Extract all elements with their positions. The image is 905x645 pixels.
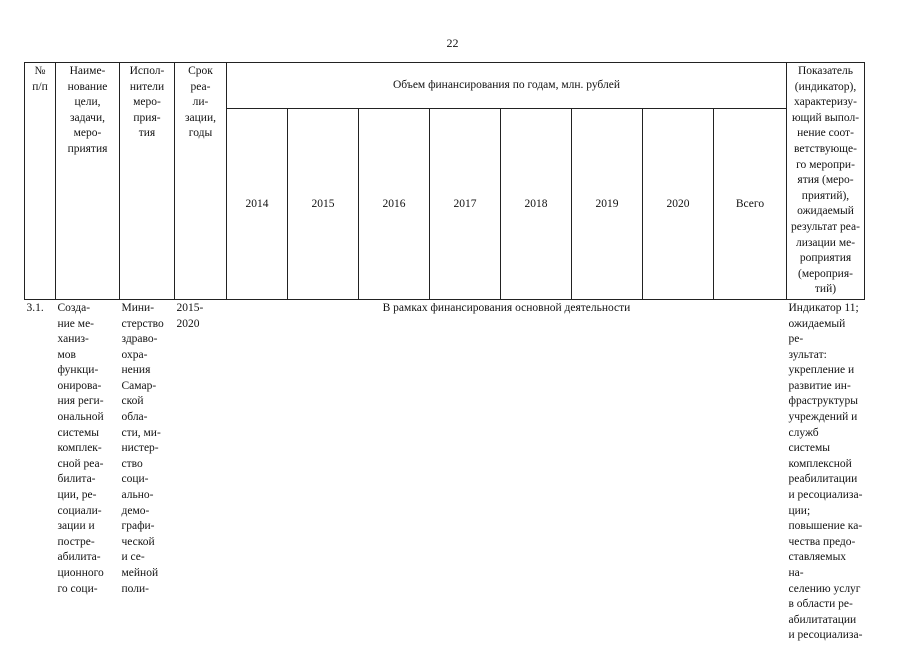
row-name: Созда- ние ме- ханиз- мов функци- онирова- ния реги- ональной системы комплек- сной реа- билита- ции, ре- социали- зации и постре- абилита- ционного го соци- bbox=[57, 301, 104, 595]
row-funding-note: В рамках финансирования основной деятельности bbox=[382, 301, 631, 314]
col-header-number: № п/п bbox=[25, 63, 56, 300]
year-header: 2017 bbox=[430, 108, 501, 299]
col-header-name: Наиме- нование цели, задачи, меро- приятия bbox=[56, 63, 120, 300]
row-indicator: Индикатор 11; ожидаемый ре- зультат: укрепление и развитие ин- фраструктуры учреждений и служб системы комплексной реабилитации и ресоциализа- ции; повышение ка- чества предо- ставляемых на- селению услуг в области ре- абилитатации и ресоциализа- bbox=[788, 301, 863, 642]
year-header: 2016 bbox=[359, 108, 430, 299]
page-number: 22 bbox=[446, 36, 459, 50]
header-row-1 bbox=[25, 63, 865, 109]
row-term: 2015- 2020 bbox=[176, 301, 204, 330]
year-header: 2020 bbox=[643, 108, 714, 299]
year-header: 2018 bbox=[501, 108, 572, 299]
col-header-indicator: Показатель (индикатор), характеризу- ющий выпол- нение соот- ветствующе- го меропри- ятия (меро- приятий), ожидаемый результат реа- лизации ме- роприятия (мероприя- тий) bbox=[787, 63, 865, 300]
row-number: 3.1. bbox=[26, 301, 44, 314]
row-executors: Мини- стерство здраво- охра- нения Самар- ской обла- сти, ми- нистер- ство соци- ально- демо- графи- ческой и се- мейной поли- bbox=[121, 301, 164, 595]
col-header-funding: Объем финансирования по годам, млн. рублей bbox=[227, 63, 787, 109]
table-row bbox=[25, 299, 865, 645]
year-header: 2014 bbox=[227, 108, 288, 299]
program-table bbox=[24, 62, 865, 645]
year-header: 2015 bbox=[288, 108, 359, 299]
total-header: Всего bbox=[714, 108, 787, 299]
year-header: 2019 bbox=[572, 108, 643, 299]
col-header-term: Срок реа- ли- зации, годы bbox=[175, 63, 227, 300]
col-header-executors: Испол- нители меро- прия- тия bbox=[120, 63, 175, 300]
